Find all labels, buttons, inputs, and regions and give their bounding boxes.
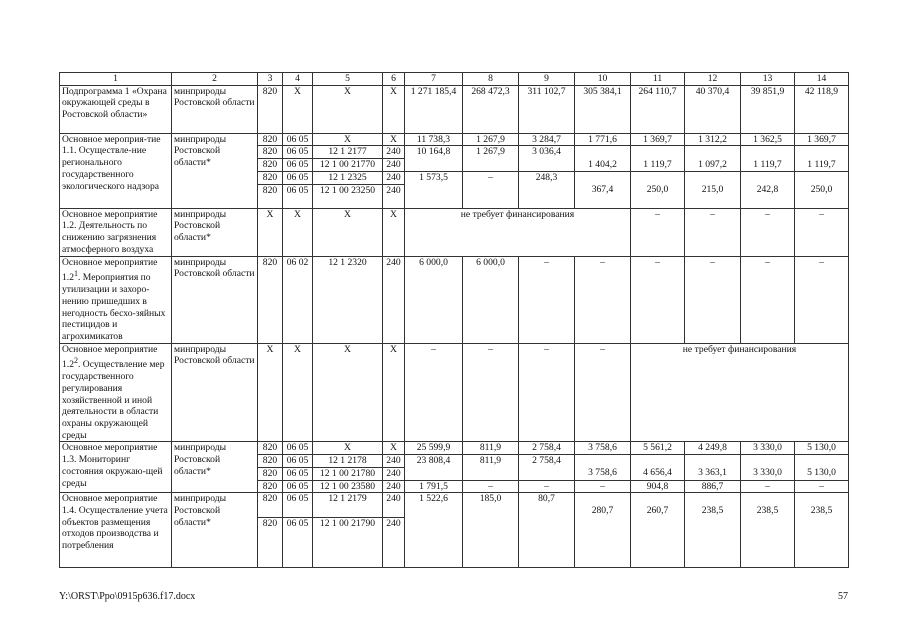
cell: 904,8 — [631, 480, 685, 493]
cell — [575, 455, 631, 468]
measure-name: Основное мероприятие 1.2. Деятельность по снижению загрязнения атмосферного воздуха — [60, 208, 172, 256]
cell: – — [519, 343, 575, 442]
file-path-footer: Y:\ORST\Ppo\0915p636.f17.docx — [59, 591, 196, 602]
cell: 1 312,2 — [685, 133, 741, 146]
cell: 820 — [258, 85, 283, 133]
cell: 12 1 00 23250 — [313, 184, 383, 208]
cell — [405, 467, 463, 480]
cell: 820 — [258, 442, 283, 455]
measure-name-text: Основное мероприятие 1.2 — [62, 343, 158, 371]
cell: – — [519, 256, 575, 343]
cell: 238,5 — [741, 493, 795, 568]
cell — [685, 171, 741, 184]
cell: Х — [383, 343, 405, 442]
cell — [631, 146, 685, 159]
cell: 3 758,6 — [575, 467, 631, 480]
program-name: Подпрограмма 1 «Охрана окружающей среды в Ростовской области» — [60, 85, 172, 133]
cell: 1 119,7 — [631, 159, 685, 172]
cell: 3 284,7 — [519, 133, 575, 146]
cell: 820 — [258, 455, 283, 468]
cell: Х — [383, 208, 405, 256]
header-cell: 5 — [313, 73, 383, 86]
table-row — [60, 493, 849, 518]
cell: – — [575, 480, 631, 493]
cell: 250,0 — [795, 184, 849, 208]
cell: 06 05 — [283, 442, 313, 455]
header-cell: 12 — [685, 73, 741, 86]
cell: Х — [283, 343, 313, 442]
cell — [575, 146, 631, 159]
cell: 12 1 00 21790 — [313, 518, 383, 568]
no-funding-note: не требует финансирования — [405, 208, 631, 256]
cell: 820 — [258, 256, 283, 343]
budget-table — [59, 72, 849, 568]
cell: 12 1 2325 — [313, 171, 383, 184]
cell: 12 1 2320 — [313, 256, 383, 343]
cell: 80,7 — [519, 493, 575, 568]
cell — [631, 171, 685, 184]
cell: Х — [383, 133, 405, 146]
cell: 240 — [383, 159, 405, 172]
cell: Х — [383, 442, 405, 455]
cell: – — [575, 343, 631, 442]
no-funding-note: не требует финансирования — [631, 343, 849, 442]
cell: 12 1 00 21780 — [313, 467, 383, 480]
cell: 820 — [258, 159, 283, 172]
cell: 39 851,9 — [741, 85, 795, 133]
cell: 240 — [383, 493, 405, 518]
table-row — [60, 133, 849, 146]
cell: 06 05 — [283, 493, 313, 518]
cell: 240 — [383, 256, 405, 343]
cell — [519, 467, 575, 480]
cell: 240 — [383, 184, 405, 208]
cell: Х — [258, 343, 283, 442]
cell: 6 000,0 — [463, 256, 519, 343]
cell: 240 — [383, 146, 405, 159]
table-row — [60, 343, 849, 442]
cell: Х — [313, 85, 383, 133]
cell: Х — [283, 85, 313, 133]
cell: 5 130,0 — [795, 467, 849, 480]
cell: 3 330,0 — [741, 467, 795, 480]
executor: минприроды Ростовской области* — [172, 133, 258, 208]
executor: минприроды Ростовской области* — [172, 493, 258, 568]
cell: Х — [313, 133, 383, 146]
cell: 1 362,5 — [741, 133, 795, 146]
cell: 2 758,4 — [519, 442, 575, 455]
measure-name — [60, 343, 172, 442]
cell: – — [575, 256, 631, 343]
cell: – — [741, 480, 795, 493]
cell: Х — [313, 343, 383, 442]
cell: 06 05 — [283, 184, 313, 208]
cell: 06 05 — [283, 171, 313, 184]
cell: 1 369,7 — [795, 133, 849, 146]
cell: 06 05 — [283, 467, 313, 480]
cell — [685, 146, 741, 159]
cell: 248,3 — [519, 171, 575, 184]
cell — [685, 455, 741, 468]
cell: 1 791,5 — [405, 480, 463, 493]
column-number-row — [60, 73, 849, 86]
cell: 5 130,0 — [795, 442, 849, 455]
cell: Х — [283, 208, 313, 256]
cell: 06 05 — [283, 480, 313, 493]
measure-name-text: . Осуществление мер государственного регулирования хозяйственной и иной деятельности в области охраны окружающей среды — [62, 359, 165, 441]
cell: 06 05 — [283, 455, 313, 468]
cell: 240 — [383, 518, 405, 568]
cell: 820 — [258, 171, 283, 184]
cell: 820 — [258, 467, 283, 480]
cell: 40 370,4 — [685, 85, 741, 133]
cell: 06 02 — [283, 256, 313, 343]
header-cell: 11 — [631, 73, 685, 86]
cell: – — [795, 480, 849, 493]
cell: 820 — [258, 493, 283, 518]
cell — [463, 159, 519, 172]
header-cell: 9 — [519, 73, 575, 86]
cell: 12 1 2178 — [313, 455, 383, 468]
cell: 3 036,4 — [519, 146, 575, 159]
cell: 240 — [383, 171, 405, 184]
cell — [519, 159, 575, 172]
cell: 06 05 — [283, 518, 313, 568]
cell: 311 102,7 — [519, 85, 575, 133]
executor: минприроды Ростовской области — [172, 343, 258, 442]
cell: 811,9 — [463, 442, 519, 455]
cell: 260,7 — [631, 493, 685, 568]
cell: 4 656,4 — [631, 467, 685, 480]
cell: 25 599,9 — [405, 442, 463, 455]
cell: 1 119,7 — [795, 159, 849, 172]
cell: 06 05 — [283, 159, 313, 172]
header-cell: 13 — [741, 73, 795, 86]
cell: 1 573,5 — [405, 171, 463, 184]
cell: 2 758,4 — [519, 455, 575, 468]
cell: 4 249,8 — [685, 442, 741, 455]
header-cell: 7 — [405, 73, 463, 86]
header-cell: 1 — [60, 73, 172, 86]
cell: 1 267,9 — [463, 133, 519, 146]
table-row — [60, 208, 849, 256]
cell: 3 330,0 — [741, 442, 795, 455]
table-row — [60, 85, 849, 133]
cell: 12 1 2177 — [313, 146, 383, 159]
cell: 238,5 — [795, 493, 849, 568]
cell: 280,7 — [575, 493, 631, 568]
cell: 11 738,3 — [405, 133, 463, 146]
cell: – — [463, 343, 519, 442]
table-row — [60, 256, 849, 343]
cell: 1 267,9 — [463, 146, 519, 159]
cell: 5 561,2 — [631, 442, 685, 455]
cell — [575, 171, 631, 184]
cell — [463, 184, 519, 208]
cell: 305 384,1 — [575, 85, 631, 133]
cell — [795, 455, 849, 468]
superscript: 1 — [74, 269, 78, 279]
cell: 6 000,0 — [405, 256, 463, 343]
cell — [741, 146, 795, 159]
cell: 06 05 — [283, 146, 313, 159]
cell: 12 1 2179 — [313, 493, 383, 518]
cell: 250,0 — [631, 184, 685, 208]
cell: 1 522,6 — [405, 493, 463, 568]
cell: – — [463, 171, 519, 184]
cell: – — [741, 208, 795, 256]
header-cell: 3 — [258, 73, 283, 86]
header-cell: 14 — [795, 73, 849, 86]
header-cell: 8 — [463, 73, 519, 86]
measure-name: Основное мероприятие 1.4. Осуществление учета объектов размещения отходов производства и потребления — [60, 493, 172, 568]
cell — [741, 455, 795, 468]
cell: 240 — [383, 455, 405, 468]
cell: – — [405, 343, 463, 442]
cell: – — [631, 208, 685, 256]
executor: минприроды Ростовской области — [172, 256, 258, 343]
measure-name — [60, 256, 172, 343]
cell: 1 119,7 — [741, 159, 795, 172]
page-number: 57 — [838, 591, 848, 602]
cell: – — [685, 256, 741, 343]
cell: – — [519, 480, 575, 493]
cell: 06 05 — [283, 133, 313, 146]
cell — [795, 171, 849, 184]
cell: 240 — [383, 480, 405, 493]
cell: 1 369,7 — [631, 133, 685, 146]
table-row — [60, 442, 849, 455]
cell: – — [463, 480, 519, 493]
cell: – — [795, 256, 849, 343]
cell: 820 — [258, 133, 283, 146]
cell — [795, 146, 849, 159]
cell: 23 808,4 — [405, 455, 463, 468]
cell: 820 — [258, 480, 283, 493]
cell: 3 363,1 — [685, 467, 741, 480]
executor: минприроды Ростовской области — [172, 85, 258, 133]
cell: 1 771,6 — [575, 133, 631, 146]
cell: 10 164,8 — [405, 146, 463, 159]
cell: 238,5 — [685, 493, 741, 568]
header-cell: 10 — [575, 73, 631, 86]
cell: 820 — [258, 518, 283, 568]
cell: 42 118,9 — [795, 85, 849, 133]
cell: 268 472,3 — [463, 85, 519, 133]
measure-name: Основное мероприятие 1.3. Мониторинг состояния окружаю-щей среды — [60, 442, 172, 493]
cell: – — [685, 208, 741, 256]
cell: 3 758,6 — [575, 442, 631, 455]
cell: 820 — [258, 184, 283, 208]
executor: минприроды Ростовской области* — [172, 442, 258, 493]
cell: Х — [258, 208, 283, 256]
cell: Х — [313, 208, 383, 256]
cell: 886,7 — [685, 480, 741, 493]
cell: Х — [313, 442, 383, 455]
cell: 811,9 — [463, 455, 519, 468]
cell: 242,8 — [741, 184, 795, 208]
cell: 240 — [383, 467, 405, 480]
cell — [463, 467, 519, 480]
cell: 1 404,2 — [575, 159, 631, 172]
superscript: 2 — [74, 356, 78, 366]
cell: Х — [383, 85, 405, 133]
cell: 820 — [258, 146, 283, 159]
cell: 215,0 — [685, 184, 741, 208]
cell — [631, 455, 685, 468]
cell: – — [631, 256, 685, 343]
cell: 12 1 00 23580 — [313, 480, 383, 493]
cell: 367,4 — [575, 184, 631, 208]
measure-name-text: . Мероприятия по утилизации и захоро-нению пришедших в негодность бесхо-зяйных пестицидов и агрохимикатов — [62, 272, 166, 342]
measure-name: Основное мероприя-тие 1.1. Осуществле-ние регионального государственного экологического надзора — [60, 133, 172, 208]
cell: 12 1 00 21770 — [313, 159, 383, 172]
cell — [405, 184, 463, 208]
cell: 1 271 185,4 — [405, 85, 463, 133]
cell — [405, 159, 463, 172]
cell: 185,0 — [463, 493, 519, 568]
measure-name-text: Основное мероприятие 1.2 — [62, 256, 158, 284]
cell — [741, 171, 795, 184]
cell: 1 097,2 — [685, 159, 741, 172]
cell: – — [795, 208, 849, 256]
executor: минприроды Ростовской области* — [172, 208, 258, 256]
header-cell: 4 — [283, 73, 313, 86]
cell: 264 110,7 — [631, 85, 685, 133]
header-cell: 6 — [383, 73, 405, 86]
header-cell: 2 — [172, 73, 258, 86]
cell: – — [741, 256, 795, 343]
cell — [519, 184, 575, 208]
